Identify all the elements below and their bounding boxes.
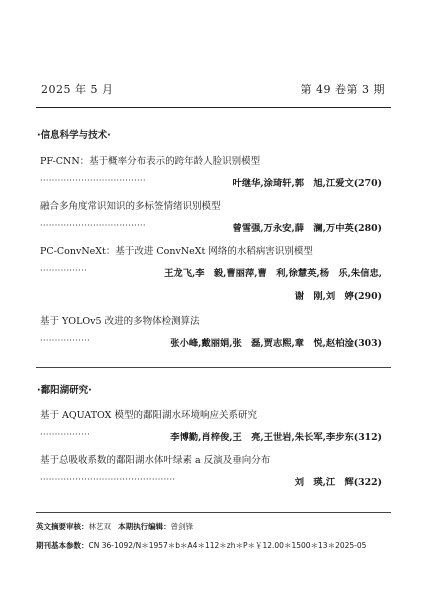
article-authors: 叶继华,涂琦轩,郭 旭,江爱文(270) <box>232 178 382 189</box>
editor-name: 曾剑锋 <box>170 522 194 531</box>
section-heading-poyang-lake: ·鄱阳湖研究· <box>37 385 92 396</box>
article-authors: 刘 瑛,江 辉(322) <box>294 477 382 488</box>
article-authors-continued: 谢 刚,刘 婷(290) <box>294 291 382 302</box>
article-title: PC-ConvNeXt：基于改进 ConvNeXt 网络的水稻病害识别模型 <box>40 246 313 257</box>
params-value: CN 36-1092/N＊1957＊b＊A4＊112＊zh＊P＊￥12.00＊1500＊13＊2025-05 <box>88 541 367 550</box>
article-authors: 曾雪强,万永安,薛 澜,万中英(280) <box>232 223 382 234</box>
article-title: 基于 AQUATOX 模型的鄱阳湖水环境响应关系研究 <box>40 410 257 421</box>
article-title: 基于总吸收系数的鄱阳湖水体叶绿素 a 反演及垂向分布 <box>40 455 271 466</box>
leader-dots: ················ <box>40 266 88 275</box>
issue-date: 2025 年 5 月 <box>41 83 114 96</box>
footer-rule <box>36 512 391 513</box>
leader-dots: ·············································· <box>40 475 176 484</box>
article-title: 基于 YOLOv5 改进的多物体检测算法 <box>40 316 200 327</box>
article-title: PF-CNN：基于概率分布表示的跨年龄人脸识别模型 <box>40 156 261 167</box>
article-authors: 张小峰,戴丽娟,张 磊,贾志熙,章 悦,赵柏淦(303) <box>170 338 382 349</box>
leader-dots: ················· <box>40 336 91 345</box>
editor-label: 本期执行编辑： <box>118 522 171 531</box>
footer-credits <box>36 521 193 532</box>
leader-dots: ···································· <box>40 221 146 230</box>
article-authors: 王龙飞,李 毅,曹丽萍,曹 利,徐慧英,杨 乐,朱信忠, <box>164 268 382 279</box>
params-label: 期刊基本参数： <box>36 541 89 550</box>
footer-journal-params <box>36 540 366 551</box>
volume-issue: 第 49 卷第 3 期 <box>300 83 385 96</box>
article-authors: 李博勤,肖梓俊,王 亮,王世岩,朱长军,李步东(312) <box>170 432 382 443</box>
section-divider <box>36 367 391 368</box>
top-rule <box>36 107 391 108</box>
leader-dots: ················· <box>40 430 91 439</box>
reviewer-label: 英文摘要审核： <box>36 522 89 531</box>
leader-dots: ···································· <box>40 176 146 185</box>
reviewer-name: 林艺双 <box>88 522 111 531</box>
section-heading-info-science: ·信息科学与技术· <box>37 130 111 141</box>
article-title: 融合多角度常识知识的多标签情绪识别模型 <box>40 201 221 212</box>
